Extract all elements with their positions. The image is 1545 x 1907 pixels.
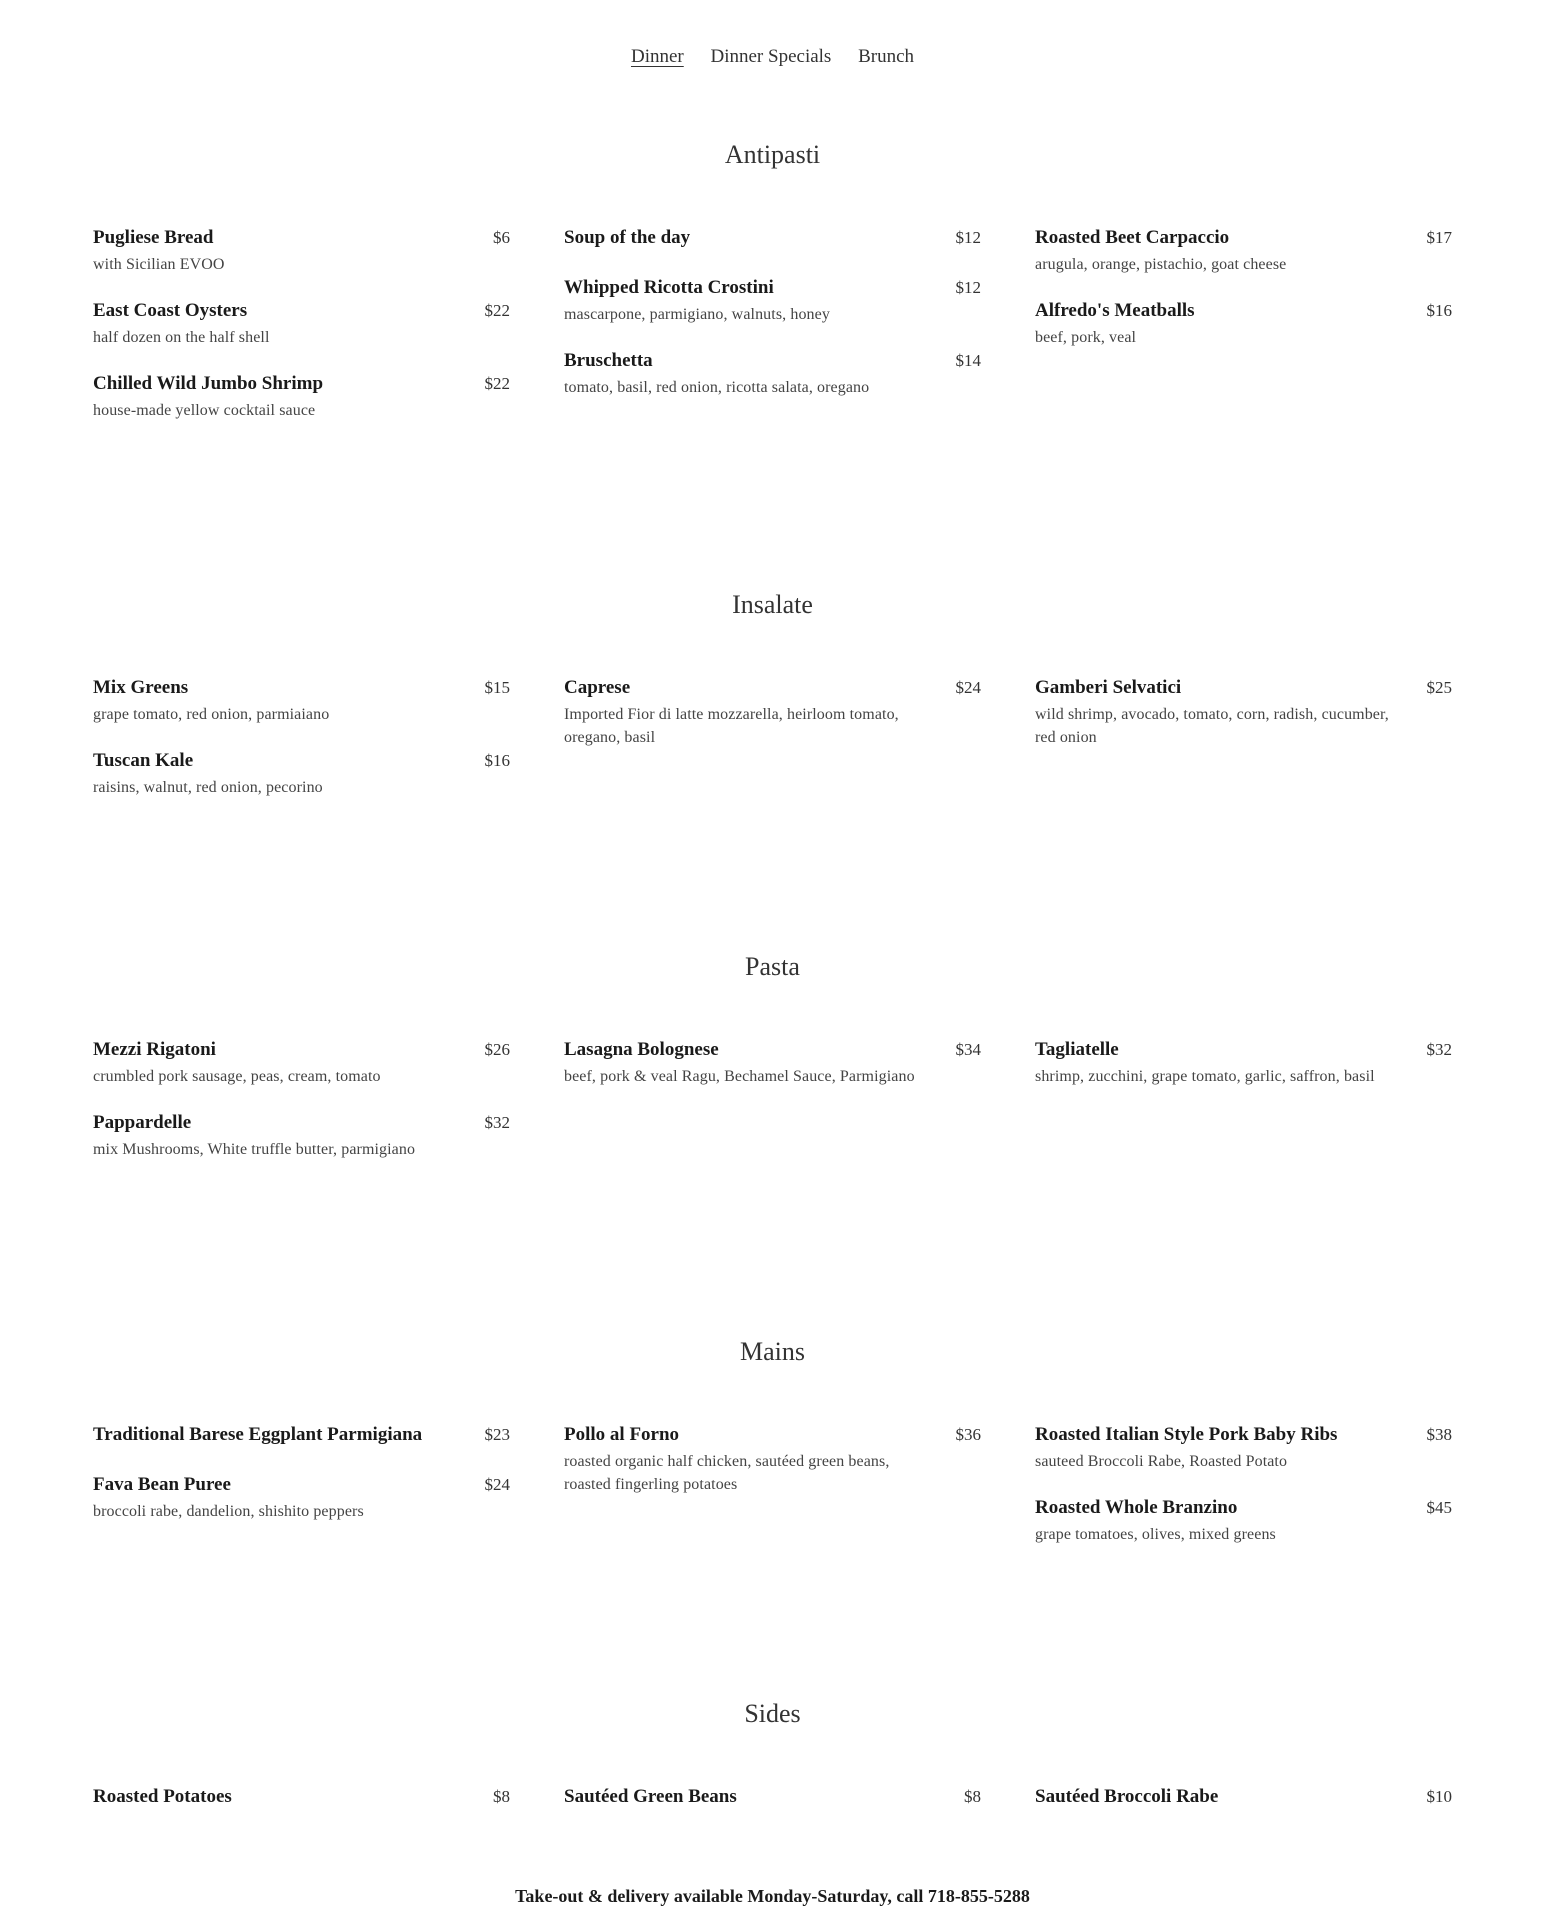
item-description: with Sicilian EVOO [93,256,225,273]
item-price: $25 [1426,678,1452,697]
item-name: Bruschetta [564,350,653,371]
item-description: roasted organic half chicken, sautéed green beans, roasted fingerling potatoes [564,1453,890,1493]
item-description: grape tomatoes, olives, mixed greens [1035,1526,1276,1543]
item-description: beef, pork, veal [1035,329,1137,346]
item-description: arugula, orange, pistachio, goat cheese [1035,256,1287,273]
menu-item [93,1424,510,1450]
item-name: Alfredo's Meatballs [1035,300,1195,321]
item-name: Tuscan Kale [93,750,194,771]
item-description: half dozen on the half shell [93,329,270,346]
item-price: $6 [493,228,510,247]
section-title: Insalate [732,590,813,619]
menu-item [564,1039,981,1088]
tab-dinner-specials[interactable]: Dinner Specials [710,46,832,67]
menu-item [93,373,510,422]
item-price: $22 [484,374,510,393]
item-name: Caprese [564,677,631,698]
item-description: tomato, basil, red onion, ricotta salata, oregano [564,379,870,396]
item-price: $16 [1426,301,1452,320]
item-price: $22 [484,301,510,320]
item-description: broccoli rabe, dandelion, shishito peppers [93,1503,364,1520]
menu-item [1035,1424,1452,1473]
menu-item [564,350,981,399]
item-price: $45 [1426,1498,1452,1517]
item-name: Roasted Potatoes [93,1786,232,1807]
item-name: East Coast Oysters [93,300,248,321]
tab-dinner[interactable]: Dinner [630,46,684,67]
menu-column [564,1424,981,1520]
item-price: $16 [484,751,510,770]
item-price: $8 [964,1787,981,1806]
menu-column [93,1786,510,1836]
menu-tabs [0,46,1545,68]
item-name: Gamberi Selvatici [1035,677,1182,698]
item-price: $26 [484,1040,510,1059]
menu-column [1035,1786,1452,1836]
menu-column [93,1039,510,1185]
item-name: Mezzi Rigatoni [93,1039,216,1060]
item-name: Lasagna Bolognese [564,1039,719,1060]
section-title: Antipasti [724,140,821,169]
item-description: wild shrimp, avocado, tomato, corn, radish, cucumber, red onion [1035,706,1389,746]
item-description: beef, pork & veal Ragu, Bechamel Sauce, Parmigiano [564,1068,915,1085]
menu-column [564,677,981,773]
item-name: Roasted Beet Carpaccio [1035,227,1230,248]
menu-item [93,1786,510,1812]
item-name: Tagliatelle [1035,1039,1119,1060]
item-name: Pollo al Forno [564,1424,680,1445]
menu-item [93,300,510,349]
menu-column [1035,1424,1452,1570]
item-name: Chilled Wild Jumbo Shrimp [93,373,324,394]
item-description: grape tomato, red onion, parmiaiano [93,706,330,723]
menu-column [93,677,510,823]
section-title: Sides [744,1699,801,1728]
menu-column [1035,677,1452,773]
item-price: $34 [955,1040,981,1059]
item-name: Pappardelle [93,1112,192,1133]
menu-item [1035,300,1452,349]
menu-item [564,277,981,326]
item-price: $14 [955,351,981,370]
menu-item [93,227,510,276]
tab-brunch[interactable]: Brunch [858,46,915,67]
section-title: Mains [740,1337,805,1366]
item-price: $8 [493,1787,510,1806]
item-name: Roasted Whole Branzino [1035,1497,1238,1518]
item-description: crumbled pork sausage, peas, cream, tomato [93,1068,381,1085]
menu-item [1035,677,1452,749]
menu-column [564,1786,981,1836]
item-name: Sautéed Green Beans [564,1786,737,1807]
item-description: sauteed Broccoli Rabe, Roasted Potato [1035,1453,1288,1470]
section-title: Pasta [745,952,800,981]
menu-column [564,227,981,423]
item-price: $17 [1426,228,1452,247]
menu-item [93,750,510,799]
item-name: Whipped Ricotta Crostini [564,277,774,298]
item-description: house-made yellow cocktail sauce [93,402,316,419]
menu-item [93,1112,510,1161]
item-name: Roasted Italian Style Pork Baby Ribs [1035,1424,1338,1445]
item-price: $32 [484,1113,510,1132]
item-price: $12 [955,228,981,247]
item-description: mix Mushrooms, White truffle butter, parmigiano [93,1141,416,1158]
item-description: mascarpone, parmigiano, walnuts, honey [564,306,830,323]
item-name: Traditional Barese Eggplant Parmigiana [93,1424,423,1445]
item-description: Imported Fior di latte mozzarella, heirloom tomato, oregano, basil [564,706,899,746]
menu-item [564,1786,981,1812]
item-name: Fava Bean Puree [93,1474,231,1495]
menu-column [93,1424,510,1547]
item-name: Mix Greens [93,677,189,698]
item-name: Pugliese Bread [93,227,214,248]
item-price: $23 [484,1425,510,1444]
menu-column [93,227,510,446]
menu-item [93,677,510,726]
item-price: $38 [1426,1425,1452,1444]
item-price: $10 [1426,1787,1452,1806]
item-price: $32 [1426,1040,1452,1059]
menu-item [564,677,981,749]
menu-item [564,227,981,253]
menu-column [1035,1039,1452,1112]
menu-item [1035,1039,1452,1088]
item-price: $24 [955,678,981,697]
item-name: Soup of the day [564,227,691,248]
item-price: $36 [955,1425,981,1444]
menu-item [93,1039,510,1088]
menu-item [1035,1786,1452,1812]
item-description: shrimp, zucchini, grape tomato, garlic, saffron, basil [1035,1068,1375,1085]
menu-item [564,1424,981,1496]
item-price: $15 [484,678,510,697]
item-description: raisins, walnut, red onion, pecorino [93,779,323,796]
menu-item [1035,227,1452,276]
item-price: $24 [484,1475,510,1494]
item-name: Sautéed Broccoli Rabe [1035,1786,1219,1807]
item-price: $12 [955,278,981,297]
menu-item [93,1474,510,1523]
takeout-delivery-note: Take-out & delivery available Monday-Saturday, call 718-855-5288 [515,1886,1030,1906]
menu-column [1035,227,1452,373]
menu-column [564,1039,981,1112]
menu-item [1035,1497,1452,1546]
